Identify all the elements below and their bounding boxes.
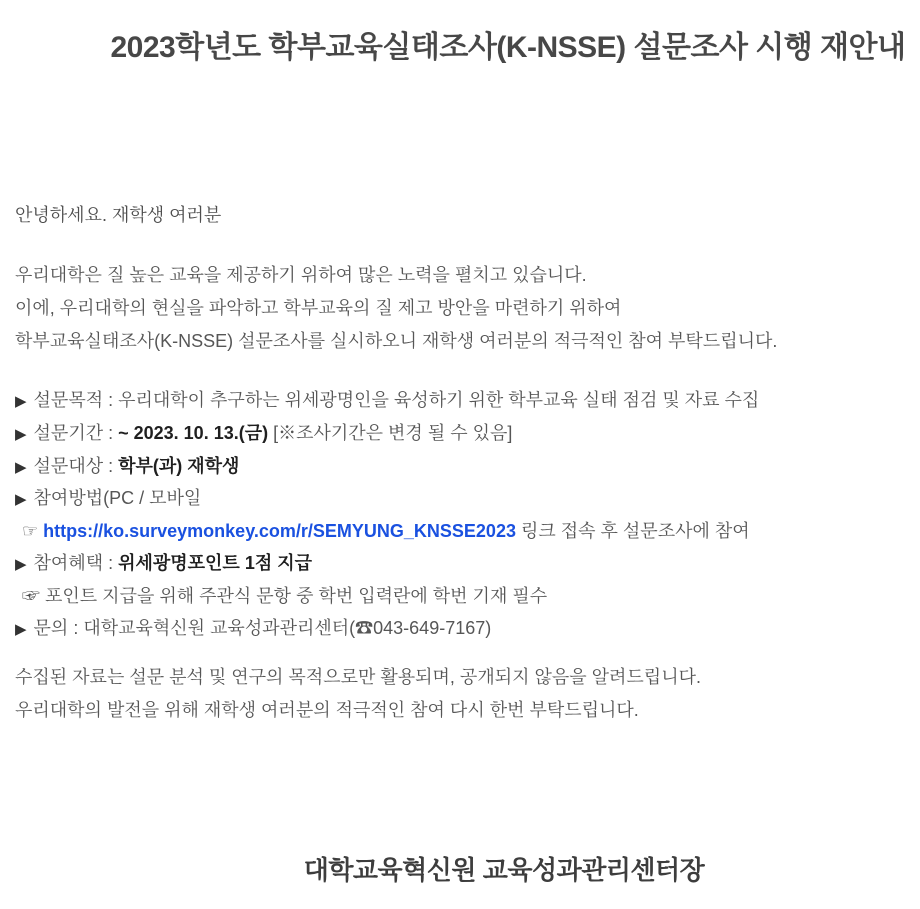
text-segment: ~ 2023. 10. 13.(금) [118,422,269,443]
pointing-hand-icon: ☞ [22,585,46,606]
bullet-arrow-icon: ▶ [15,425,27,443]
text-segment: 문의 : 대학교육혁신원 교육성과관리센터(☎043-649-7167) [28,617,492,638]
survey-link-line [15,516,759,548]
closing-paragraph [15,661,701,727]
bullet-arrow-icon: ▶ [15,491,27,509]
intro-line: 학부교육실태조사(K-NSSE) 설문조사를 실시하오니 재학생 여러분의 적극적인 참여 부탁드립니다. [15,331,778,351]
closing-line: 수집된 자료는 설문 분석 및 연구의 목적으로만 활용되며, 공개되지 않음을 알려드립니다. [15,667,701,687]
text-segment: 설문목적 : 우리대학이 추구하는 위세광명인을 육성하기 위한 학부교육 실태 점검 및 자료 수집 [28,390,760,410]
contact-line [15,613,759,646]
text-segment: 참여혜택 : [28,552,119,573]
text-segment: 링크 접속 후 설문조사에 참여 [515,521,750,542]
greeting-line: 안녕하세요. 재학생 여러분 [15,205,222,225]
bullet-arrow-icon: ▶ [15,620,27,638]
signature-line: 대학교육혁신원 교육성과관리센터장 [303,855,705,885]
text-segment: [※조사기간은 변경 될 수 있음] [268,422,513,443]
survey-purpose-line [15,385,759,418]
closing-line: 우리대학의 발전을 위해 재학생 여러분의 적극적인 참여 다시 한번 부탁드립니다. [15,700,639,720]
survey-link[interactable]: https://ko.surveymonkey.com/r/SEMYUNG_KNSSE2023 [43,521,516,542]
intro-line: 우리대학은 질 높은 교육을 제공하기 위하여 많은 노력을 펼치고 있습니다. [15,265,587,285]
text-segment: 참여방법(PC / 모바일 [28,488,202,509]
survey-details-list [15,385,759,645]
intro-line: 이에, 우리대학의 현실을 파악하고 학부교육의 질 제고 방안을 마련하기 위하여 [15,298,622,318]
bullet-arrow-icon: ▶ [15,458,27,476]
text-segment: 위세광명포인트 1점 지급 [118,552,313,573]
pointing-hand-icon: ☞ [22,521,44,542]
bullet-arrow-icon: ▶ [15,555,27,573]
survey-target-line [15,451,759,484]
intro-paragraph [15,259,777,358]
text-segment: 설문기간 : [28,422,119,443]
page-title: 2023학년도 학부교육실태조사(K-NSSE) 설문조사 시행 재안내 [110,31,906,64]
bullet-arrow-icon: ▶ [15,393,27,410]
participation-benefit-line [15,548,759,581]
survey-period-line [15,418,759,451]
participation-method-line [15,483,759,516]
text-segment: 포인트 지급을 위해 주관식 문항 중 학번 입력란에 학번 기재 필수 [45,585,548,606]
text-segment: 학부(과) 재학생 [118,455,240,476]
text-segment: 설문대상 : [28,455,119,476]
point-note-line [15,581,759,613]
